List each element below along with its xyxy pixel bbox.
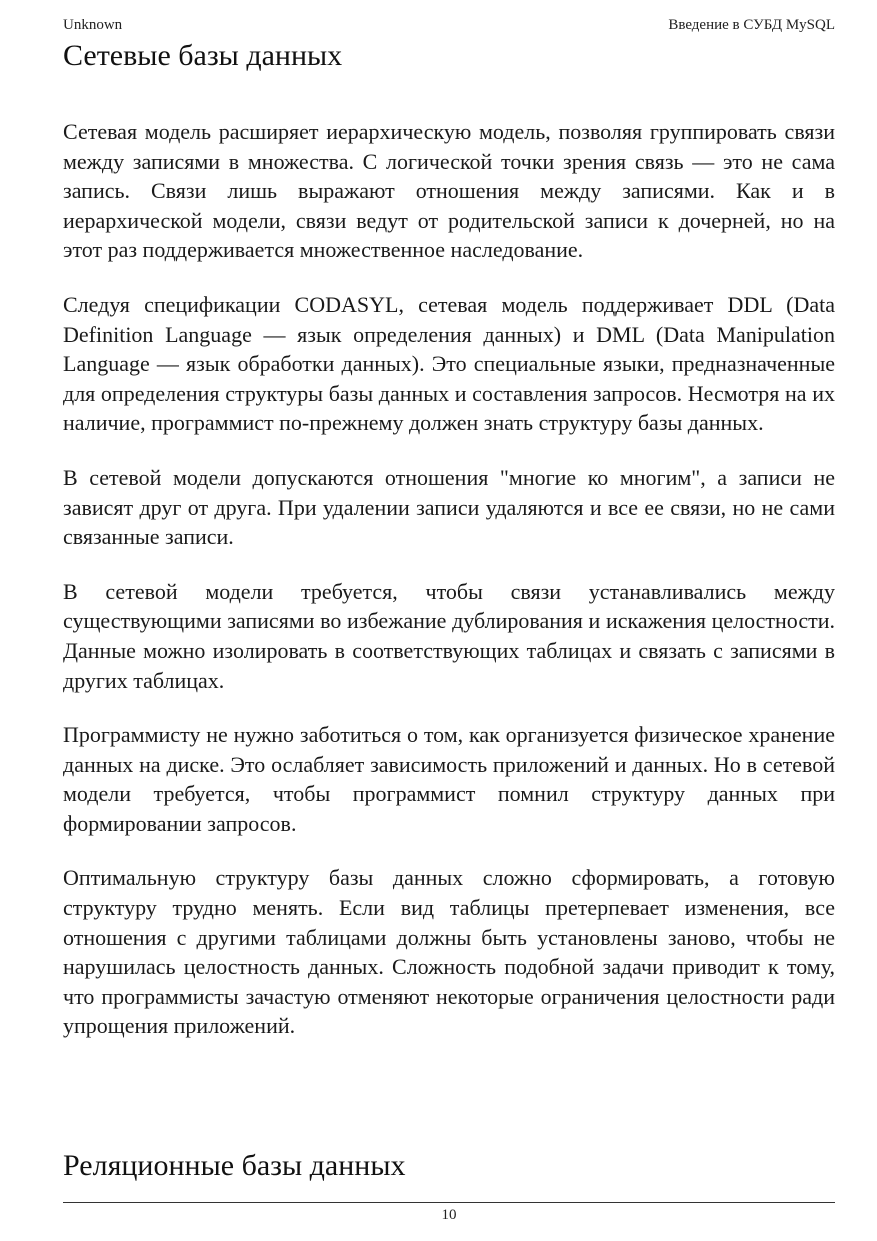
paragraph: В сетевой модели допускаются отношения "многие ко многим", а записи не зависят друг от друга. При удалении записи удаляются и все ее связи, но не сами связанные записи. — [63, 464, 835, 550]
section-title-relational-databases: Реляционные базы данных — [63, 1149, 406, 1182]
header-book-title: Введение в СУБД MySQL — [668, 17, 835, 33]
running-header — [63, 16, 835, 34]
section-title-network-databases: Сетевые базы данных — [63, 39, 343, 72]
paragraph: Следуя спецификации CODASYL, сетевая модель поддерживает DDL (Data Definition Language — язык определения данных) и DML (Data Manipulation Language — язык обработки данных). Это специальные языки, предназначенные для определения структуры базы данных и составления запросов. Несмотря на их наличие, программист по-прежнему должен знать структуру базы данных. — [63, 291, 835, 436]
paragraph: В сетевой модели требуется, чтобы связи устанавливались между существующими записями во избежание дублирования и искажения целостности. Данные можно изолировать в соответствующих таблицах и связать с записями в других таблицах. — [63, 578, 835, 693]
paragraph: Сетевая модель расширяет иерархическую модель, позволяя группировать связи между записями в множества. С логической точки зрения связь — это не сама запись. Связи лишь выражают отношения между записями. Как и в иерархической модели, связи ведут от родительской записи к дочерней, но на этот раз поддерживается множественное наследование. — [63, 119, 835, 263]
footer-divider — [63, 1202, 835, 1203]
paragraph: Программисту не нужно заботиться о том, как организуется физическое хранение данных на диске. Это ослабляет зависимость приложений и данных. Но в сетевой модели требуется, чтобы программист помнил структуру данных при формировании запросов. — [63, 722, 835, 836]
section-body — [63, 117, 835, 1066]
document-page — [63, 0, 835, 1241]
paragraph: Оптимальную структуру базы данных сложно сформировать, а готовую структуру трудно менять. Если вид таблицы претерпевает изменения, все отношения с другими таблицами должны быть установлены заново, чтобы не нарушилась целостность данных. Сложность подобной задачи приводит к тому, что программисты зачастую отменяют некоторые ограничения целостности ради упрощения приложений. — [63, 865, 835, 1039]
page-number: 10 — [441, 1207, 457, 1223]
header-author: Unknown — [63, 17, 123, 33]
